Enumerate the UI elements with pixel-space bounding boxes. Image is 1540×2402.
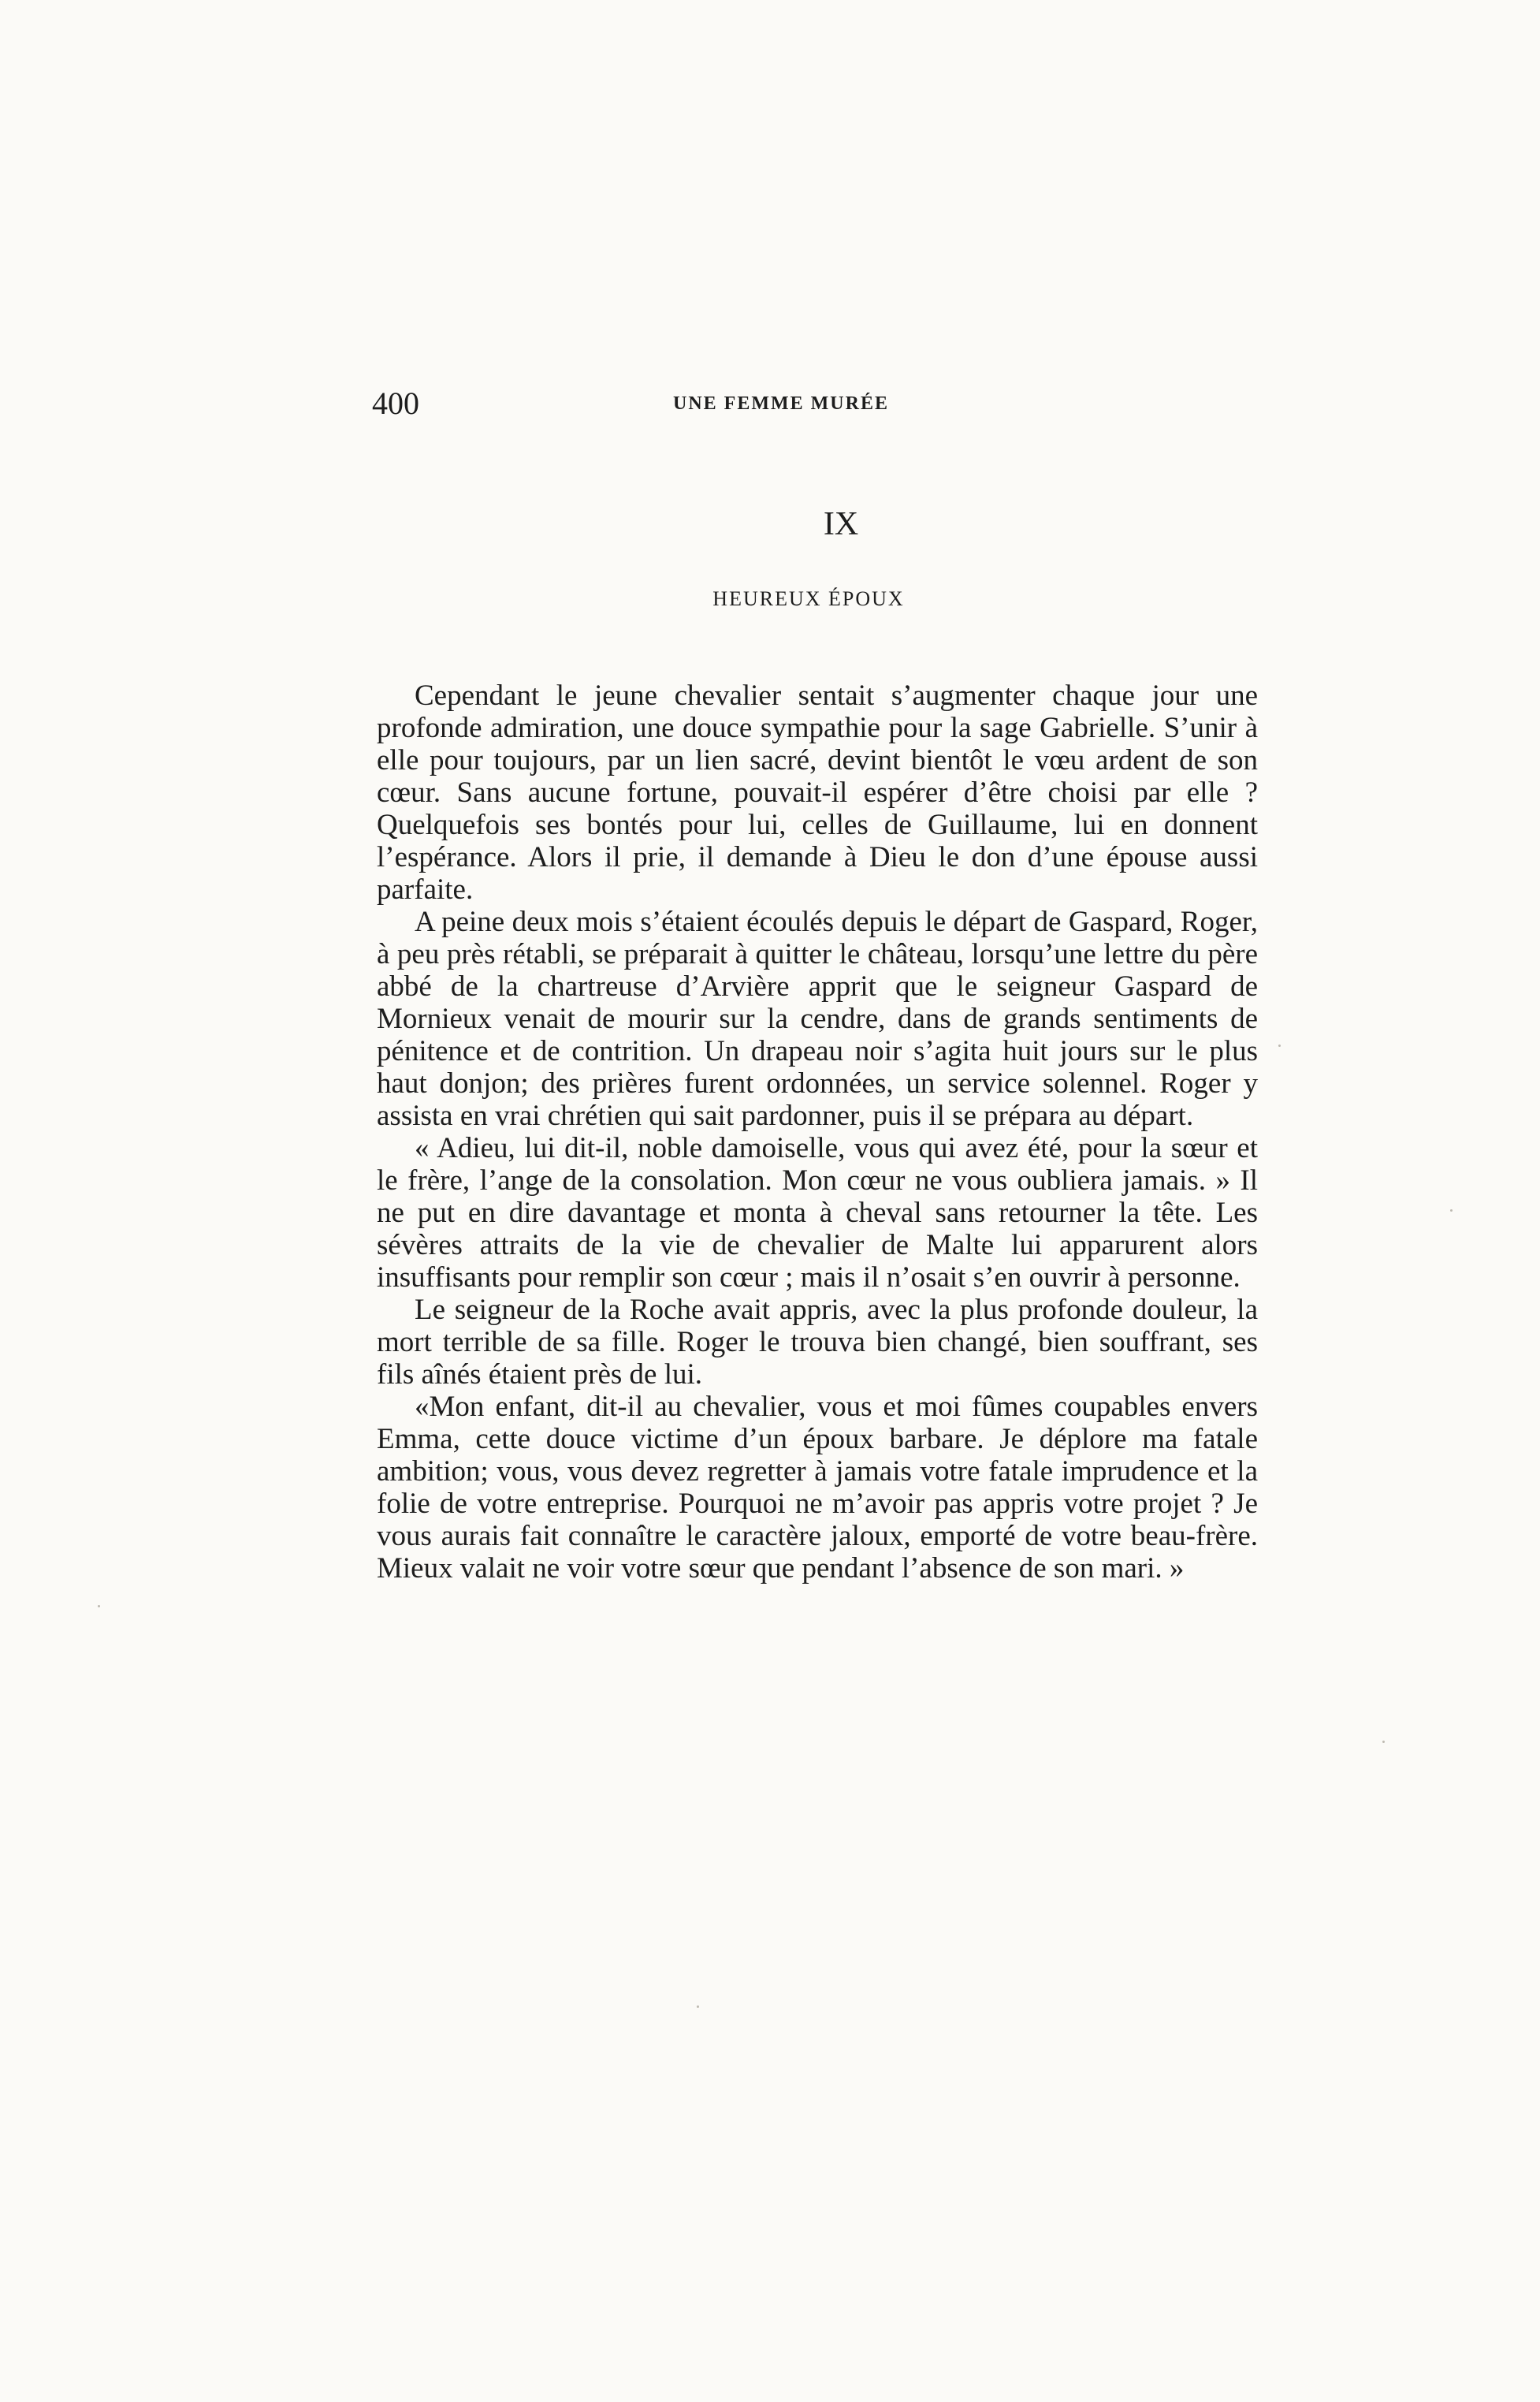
chapter-body (377, 680, 1258, 1585)
running-title: UNE FEMME MURÉE (673, 393, 889, 414)
running-head (372, 385, 1245, 432)
paragraph-2: A peine deux mois s’étaient écoulés depuis le départ de Gaspard, Roger, à peu près rétabli, se préparait à quitter le château, lorsqu’une lettre du père abbé de la chartreuse d’Arvière apprit que le seigneur Gaspard de Mornieux venait de mourir sur la cendre, dans de grands sentiments de pénitence et de contrition. Un drapeau noir s’agita huit jours sur le plus haut donjon; des prières furent ordonnées, un service solennel. Roger y assista en vrai chrétien qui sait pardonner, puis il se prépara au départ. (377, 906, 1258, 1132)
chapter-title: HEUREUX ÉPOUX (712, 587, 905, 610)
paragraph-4: Le seigneur de la Roche avait appris, avec la plus profonde douleur, la mort terrible de sa fille. Roger le trouva bien changé, bien souffrant, ses fils aînés étaient près de lui. (377, 1294, 1258, 1391)
page-number: 400 (372, 385, 419, 421)
paper-speck (1450, 1209, 1453, 1212)
chapter-number: IX (823, 506, 859, 542)
paragraph-5: «Mon enfant, dit-il au chevalier, vous et moi fûmes coupables envers Emma, cette douce victime d’un époux barbare. Je déplore ma fatale ambition; vous, vous devez regretter à jamais votre fatale imprudence et la folie de votre entreprise. Pourquoi ne m’avoir pas appris votre projet ? Je vous aurais fait connaître le caractère jaloux, emporté de votre beau-frère. Mieux valait ne voir votre sœur que pendant l’absence de son mari. » (377, 1391, 1258, 1585)
paper-speck (697, 2005, 699, 2008)
paragraph-1: Cependant le jeune chevalier sentait s’augmenter chaque jour une profonde admiration, une douce sympathie pour la sage Gabrielle. S’unir à elle pour toujours, par un lien sacré, devint bientôt le vœu ardent de son cœur. Sans aucune fortune, pouvait-il espérer d’être choisi par elle ? Quelquefois ses bontés pour lui, celles de Guillaume, lui en donnent l’espérance. Alors il prie, il demande à Dieu le don d’une épouse aussi parfaite. (377, 680, 1258, 906)
paper-speck (1382, 1741, 1385, 1743)
paper-speck (98, 1605, 100, 1607)
paper-speck (1278, 1045, 1281, 1047)
paragraph-3: « Adieu, lui dit-il, noble damoiselle, vous qui avez été, pour la sœur et le frère, l’ange de la consolation. Mon cœur ne vous oubliera jamais. » Il ne put en dire davantage et monta à cheval sans retourner la tête. Les sévères attraits de la vie de chevalier de Malte lui apparurent alors insuffisants pour remplir son cœur ; mais il n’osait s’en ouvrir à personne. (377, 1132, 1258, 1294)
